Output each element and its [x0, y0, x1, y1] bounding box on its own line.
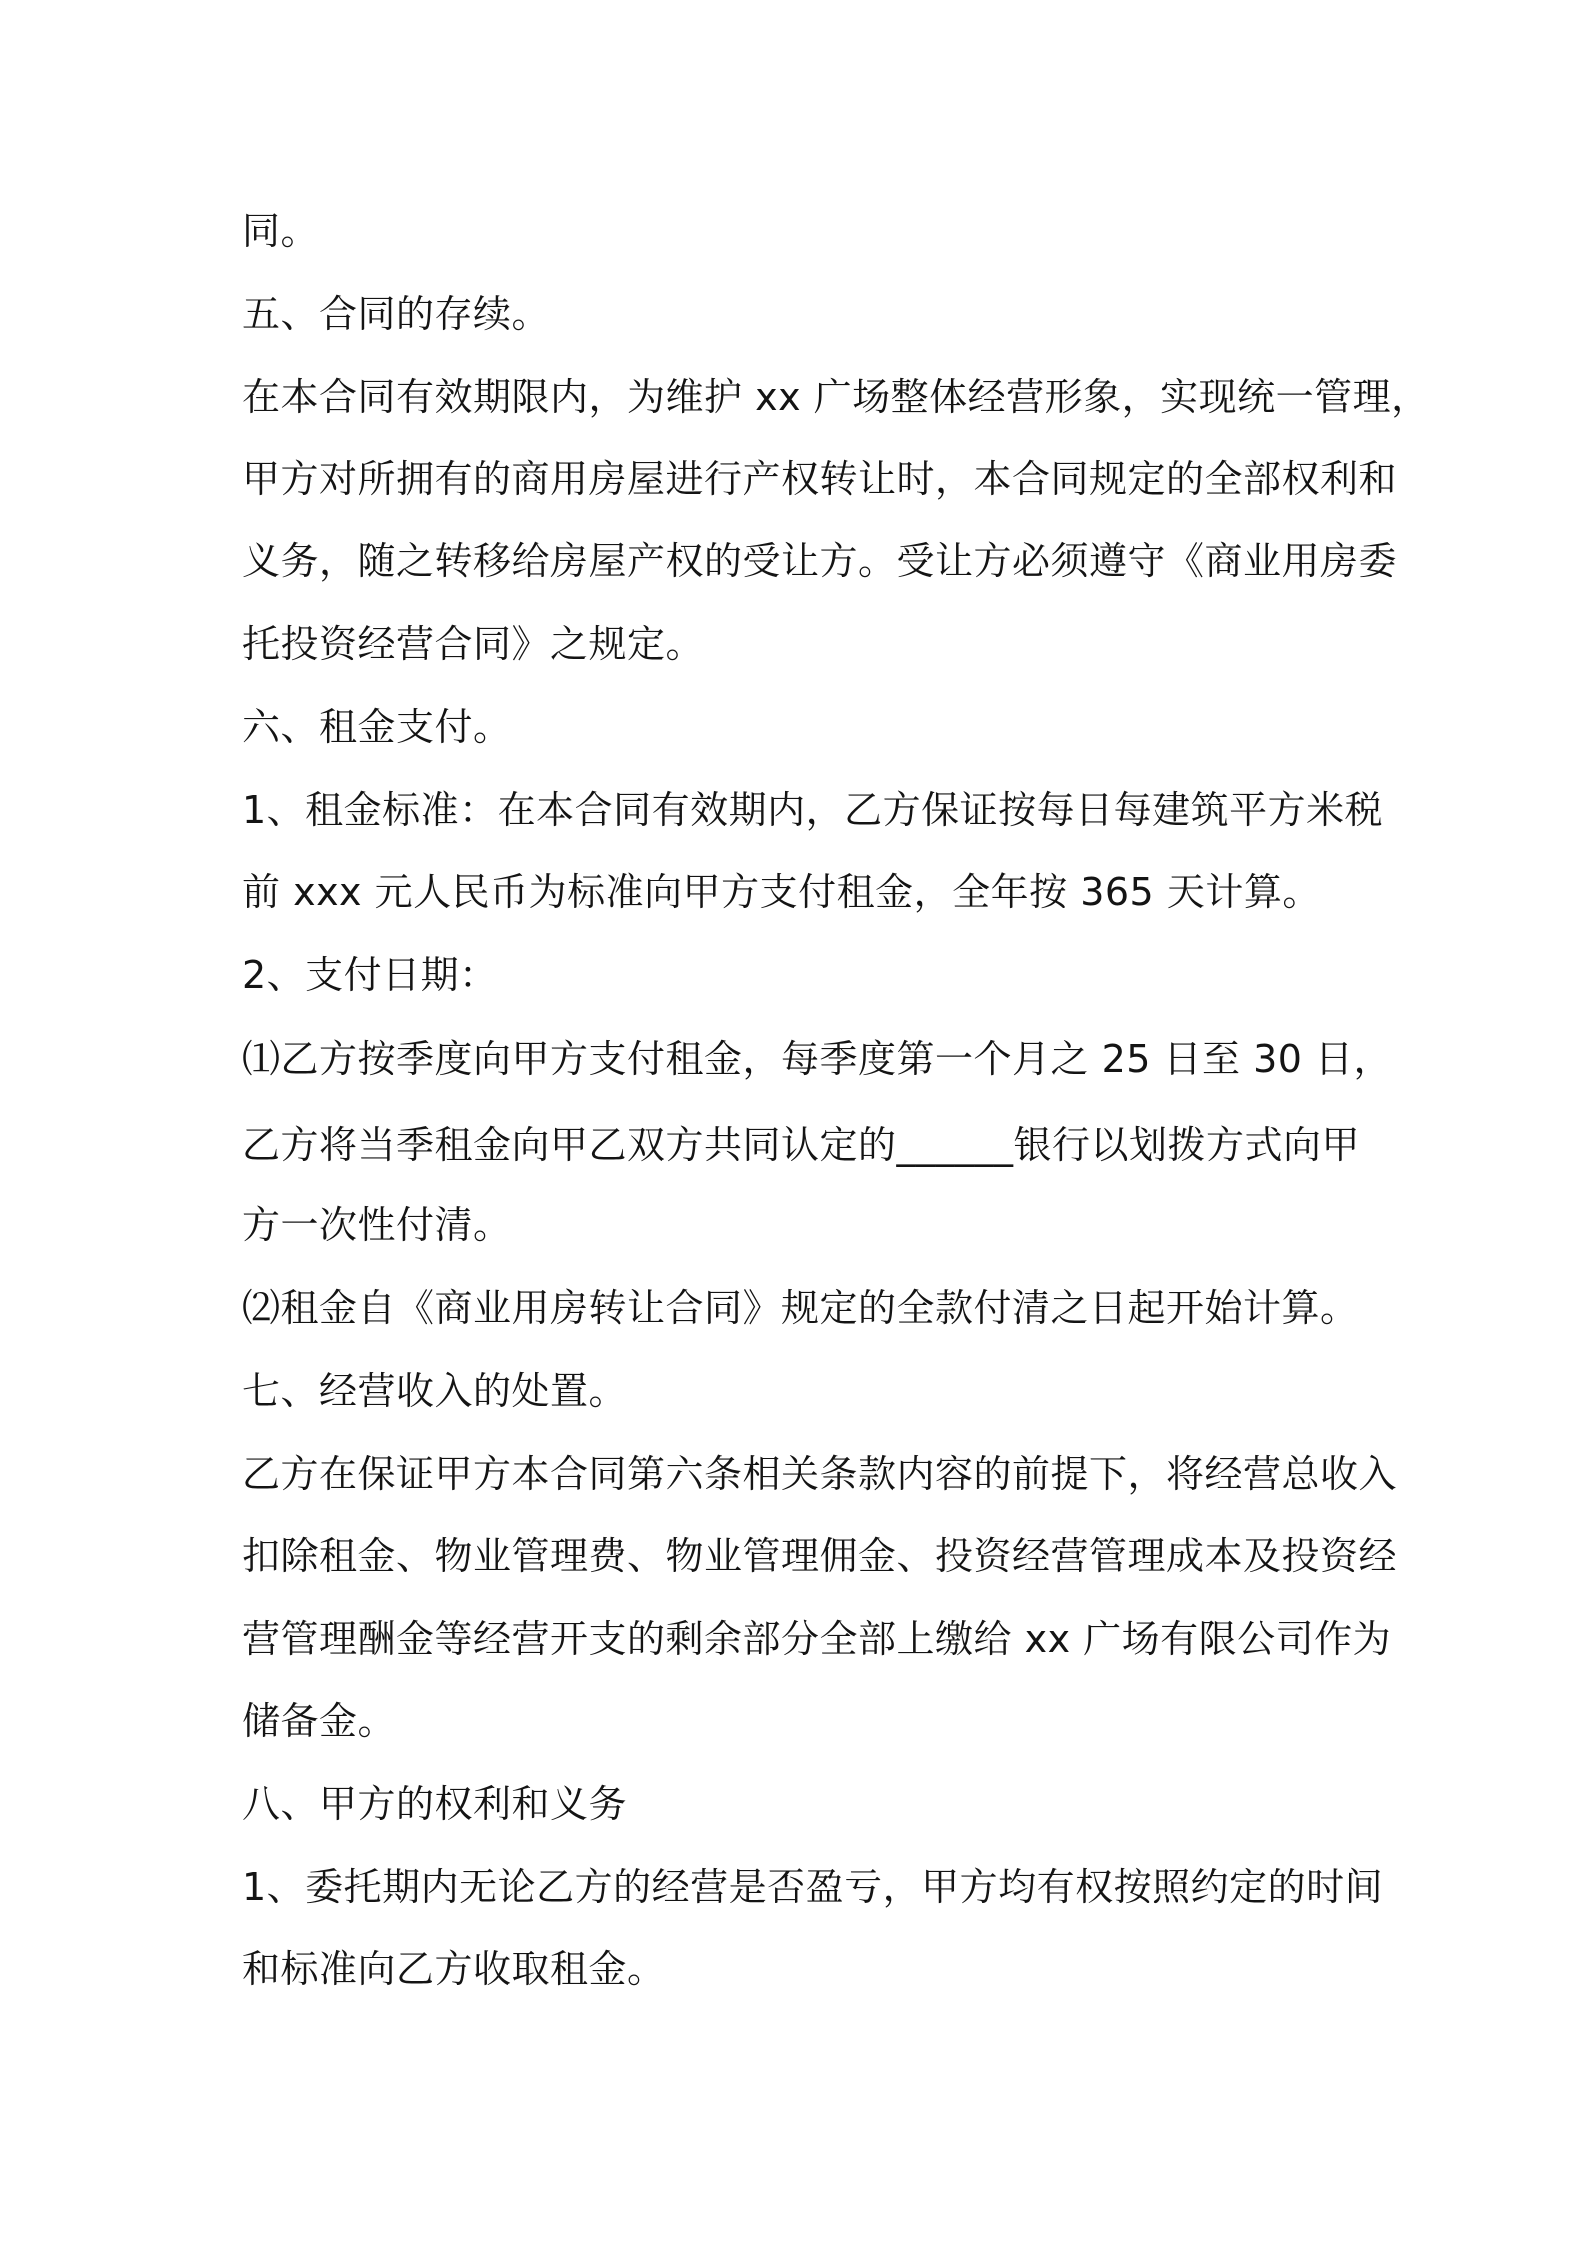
- text-line: 2、支付日期：: [242, 953, 498, 997]
- text-line: 同。: [242, 209, 320, 253]
- text-line: 乙方将当季租金向甲乙双方共同认定的______银行以划拨方式向甲: [242, 1123, 1361, 1167]
- text-line: 在本合同有效期限内，为维护 xx 广场整体经营形象，实现统一管理，: [242, 375, 1430, 419]
- section-heading-5: 五、合同的存续。: [242, 292, 551, 336]
- text-line: 营管理酬金等经营开支的剩余部分全部上缴给 xx 广场有限公司作为: [242, 1617, 1392, 1661]
- section-heading-8: 八、甲方的权利和义务: [242, 1782, 628, 1826]
- section-heading-7: 七、经营收入的处置。: [242, 1369, 628, 1413]
- text-line: 乙方在保证甲方本合同第六条相关条款内容的前提下，将经营总收入: [242, 1452, 1398, 1496]
- text-line: 方一次性付清。: [242, 1203, 512, 1247]
- text-line: 义务，随之转移给房屋产权的受让方。受让方必须遵守《商业用房委: [242, 539, 1398, 583]
- text-line: 甲方对所拥有的商用房屋进行产权转让时，本合同规定的全部权利和: [242, 457, 1398, 501]
- text-line: 扣除租金、物业管理费、物业管理佣金、投资经营管理成本及投资经: [242, 1534, 1398, 1578]
- text-line: 1、委托期内无论乙方的经营是否盈亏，甲方均有权按照约定的时间: [242, 1865, 1384, 1909]
- text-line: 前 xxx 元人民币为标准向甲方支付租金，全年按 365 天计算。: [242, 870, 1321, 914]
- text-line: ⑵租金自《商业用房转让合同》规定的全款付清之日起开始计算。: [242, 1286, 1359, 1330]
- text-line: 和标准向乙方收取租金。: [242, 1947, 666, 1991]
- text-line: 储备金。: [242, 1699, 397, 1743]
- section-heading-6: 六、租金支付。: [242, 705, 512, 749]
- text-line: 托投资经营合同》之规定。: [242, 622, 705, 666]
- text-line: ⑴乙方按季度向甲方支付租金，每季度第一个月之 25 日至 30 日，: [242, 1037, 1393, 1081]
- text-line: 1、租金标准：在本合同有效期内，乙方保证按每日每建筑平方米税: [242, 788, 1384, 832]
